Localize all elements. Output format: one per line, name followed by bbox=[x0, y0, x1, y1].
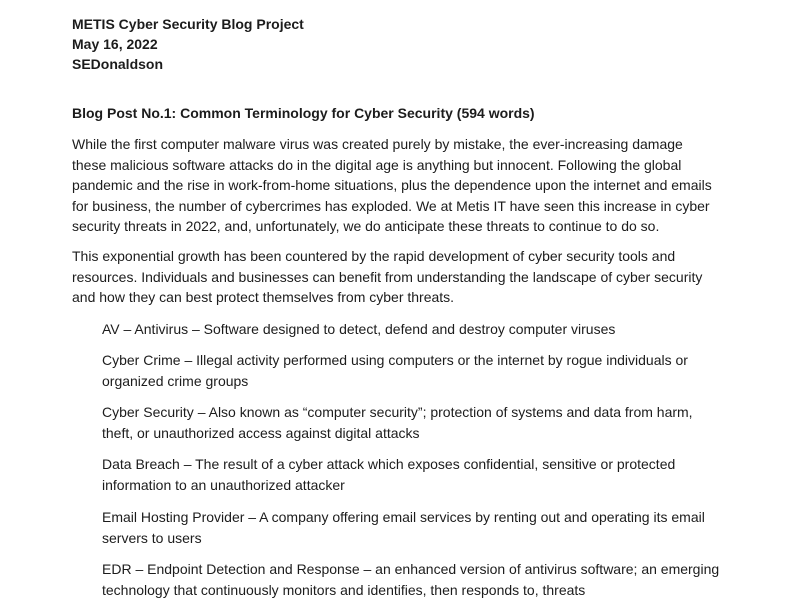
term-line: servers to users bbox=[102, 529, 202, 546]
paragraph-line: these malicious software attacks do in the digital age is anything but innocent. Following the global bbox=[72, 156, 682, 173]
paragraph-line: resources. Individuals and businesses can benefit from understanding the landscape of cyber security bbox=[72, 268, 703, 285]
term-edr bbox=[102, 559, 742, 600]
term-email-hosting-provider bbox=[102, 507, 742, 548]
term-cyber-crime bbox=[102, 350, 742, 391]
document-header bbox=[72, 14, 304, 74]
paragraph-line: security threats in 2022, and, unfortunately, we do anticipate these threats to continue to do so. bbox=[72, 218, 660, 234]
paragraph-line: for business, the number of cybercrimes has exploded. We at Metis IT have seen this increase in cyber bbox=[72, 197, 710, 214]
blog-post-title: Blog Post No.1: Common Terminology for Cyber Security (594 words) bbox=[72, 105, 535, 121]
term-line: Cyber Crime – Illegal activity performed using computers or the internet by rogue individuals or bbox=[102, 352, 688, 368]
term-line: Email Hosting Provider – A company offering email services by renting out and operating its email bbox=[102, 509, 705, 525]
term-line: technology that continuously monitors and identifies, then responds to, threats bbox=[102, 581, 586, 598]
term-antivirus bbox=[102, 319, 742, 340]
term-line: theft, or unauthorized access against digital attacks bbox=[102, 424, 420, 441]
term-line: information to an unauthorized attacker bbox=[102, 476, 345, 493]
term-line: AV – Antivirus – Software designed to detect, defend and destroy computer viruses bbox=[102, 321, 616, 337]
document-author: SEDonaldson bbox=[72, 56, 164, 72]
paragraph-line: This exponential growth has been countered by the rapid development of cyber security tools and bbox=[72, 248, 676, 264]
paragraph-line: pandemic and the rise in work-from-home situations, plus the dependence upon the internet and emails bbox=[72, 177, 712, 193]
project-title: METIS Cyber Security Blog Project bbox=[72, 16, 304, 32]
term-data-breach bbox=[102, 454, 742, 495]
intro-paragraph bbox=[72, 134, 732, 237]
growth-paragraph bbox=[72, 246, 732, 308]
term-line: organized crime groups bbox=[102, 372, 249, 389]
term-line: Data Breach – The result of a cyber attack which exposes confidential, sensitive or protected bbox=[102, 456, 676, 472]
term-cyber-security bbox=[102, 402, 742, 443]
paragraph-line: and how they can best protect themselves from cyber threats. bbox=[72, 289, 455, 305]
term-line: Cyber Security – Also known as “computer security”; protection of systems and data from harm, bbox=[102, 404, 693, 420]
term-line: EDR – Endpoint Detection and Response – an enhanced version of antivirus software; an emerging bbox=[102, 561, 720, 577]
paragraph-line: While the first computer malware virus was created purely by mistake, the ever-increasing damage bbox=[72, 136, 683, 152]
document-date: May 16, 2022 bbox=[72, 36, 158, 52]
